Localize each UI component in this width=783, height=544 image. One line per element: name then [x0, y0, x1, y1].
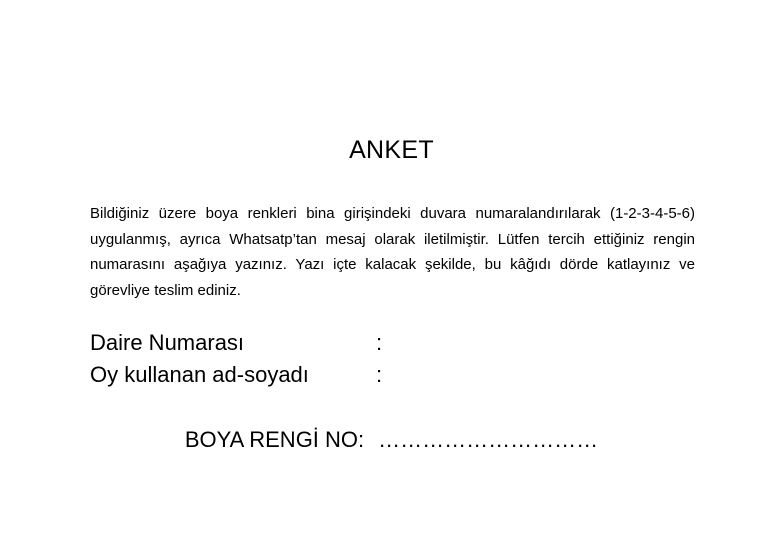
voter-name-label: Oy kullanan ad-soyadı [90, 362, 309, 387]
voter-name-field [90, 360, 382, 390]
apartment-number-colon: : [376, 330, 383, 355]
paint-color-line [0, 425, 783, 455]
survey-title: ANKET [349, 136, 434, 164]
paint-color-label: BOYA RENGİ NO: [184, 427, 365, 452]
voter-name-colon: : [376, 362, 383, 387]
apartment-number-field [90, 328, 382, 358]
apartment-number-label: Daire Numarası [90, 330, 245, 355]
instructions-paragraph: Bildiğiniz üzere boya renkleri bina girişindeki duvara numaralandırılarak (1-2-3-4-5-6) uygulanmış, ayrıca Whatsatp’tan mesaj olarak iletilmiştir. Lütfen tercih ettiğiniz rengin numarasını aşağıya yazınız. Yazı içte kalacak şekilde, bu kâğıdı dörde katlayınız ve görevliye teslim ediniz. [90, 205, 695, 299]
paint-color-blank: ………………………… [378, 427, 599, 452]
